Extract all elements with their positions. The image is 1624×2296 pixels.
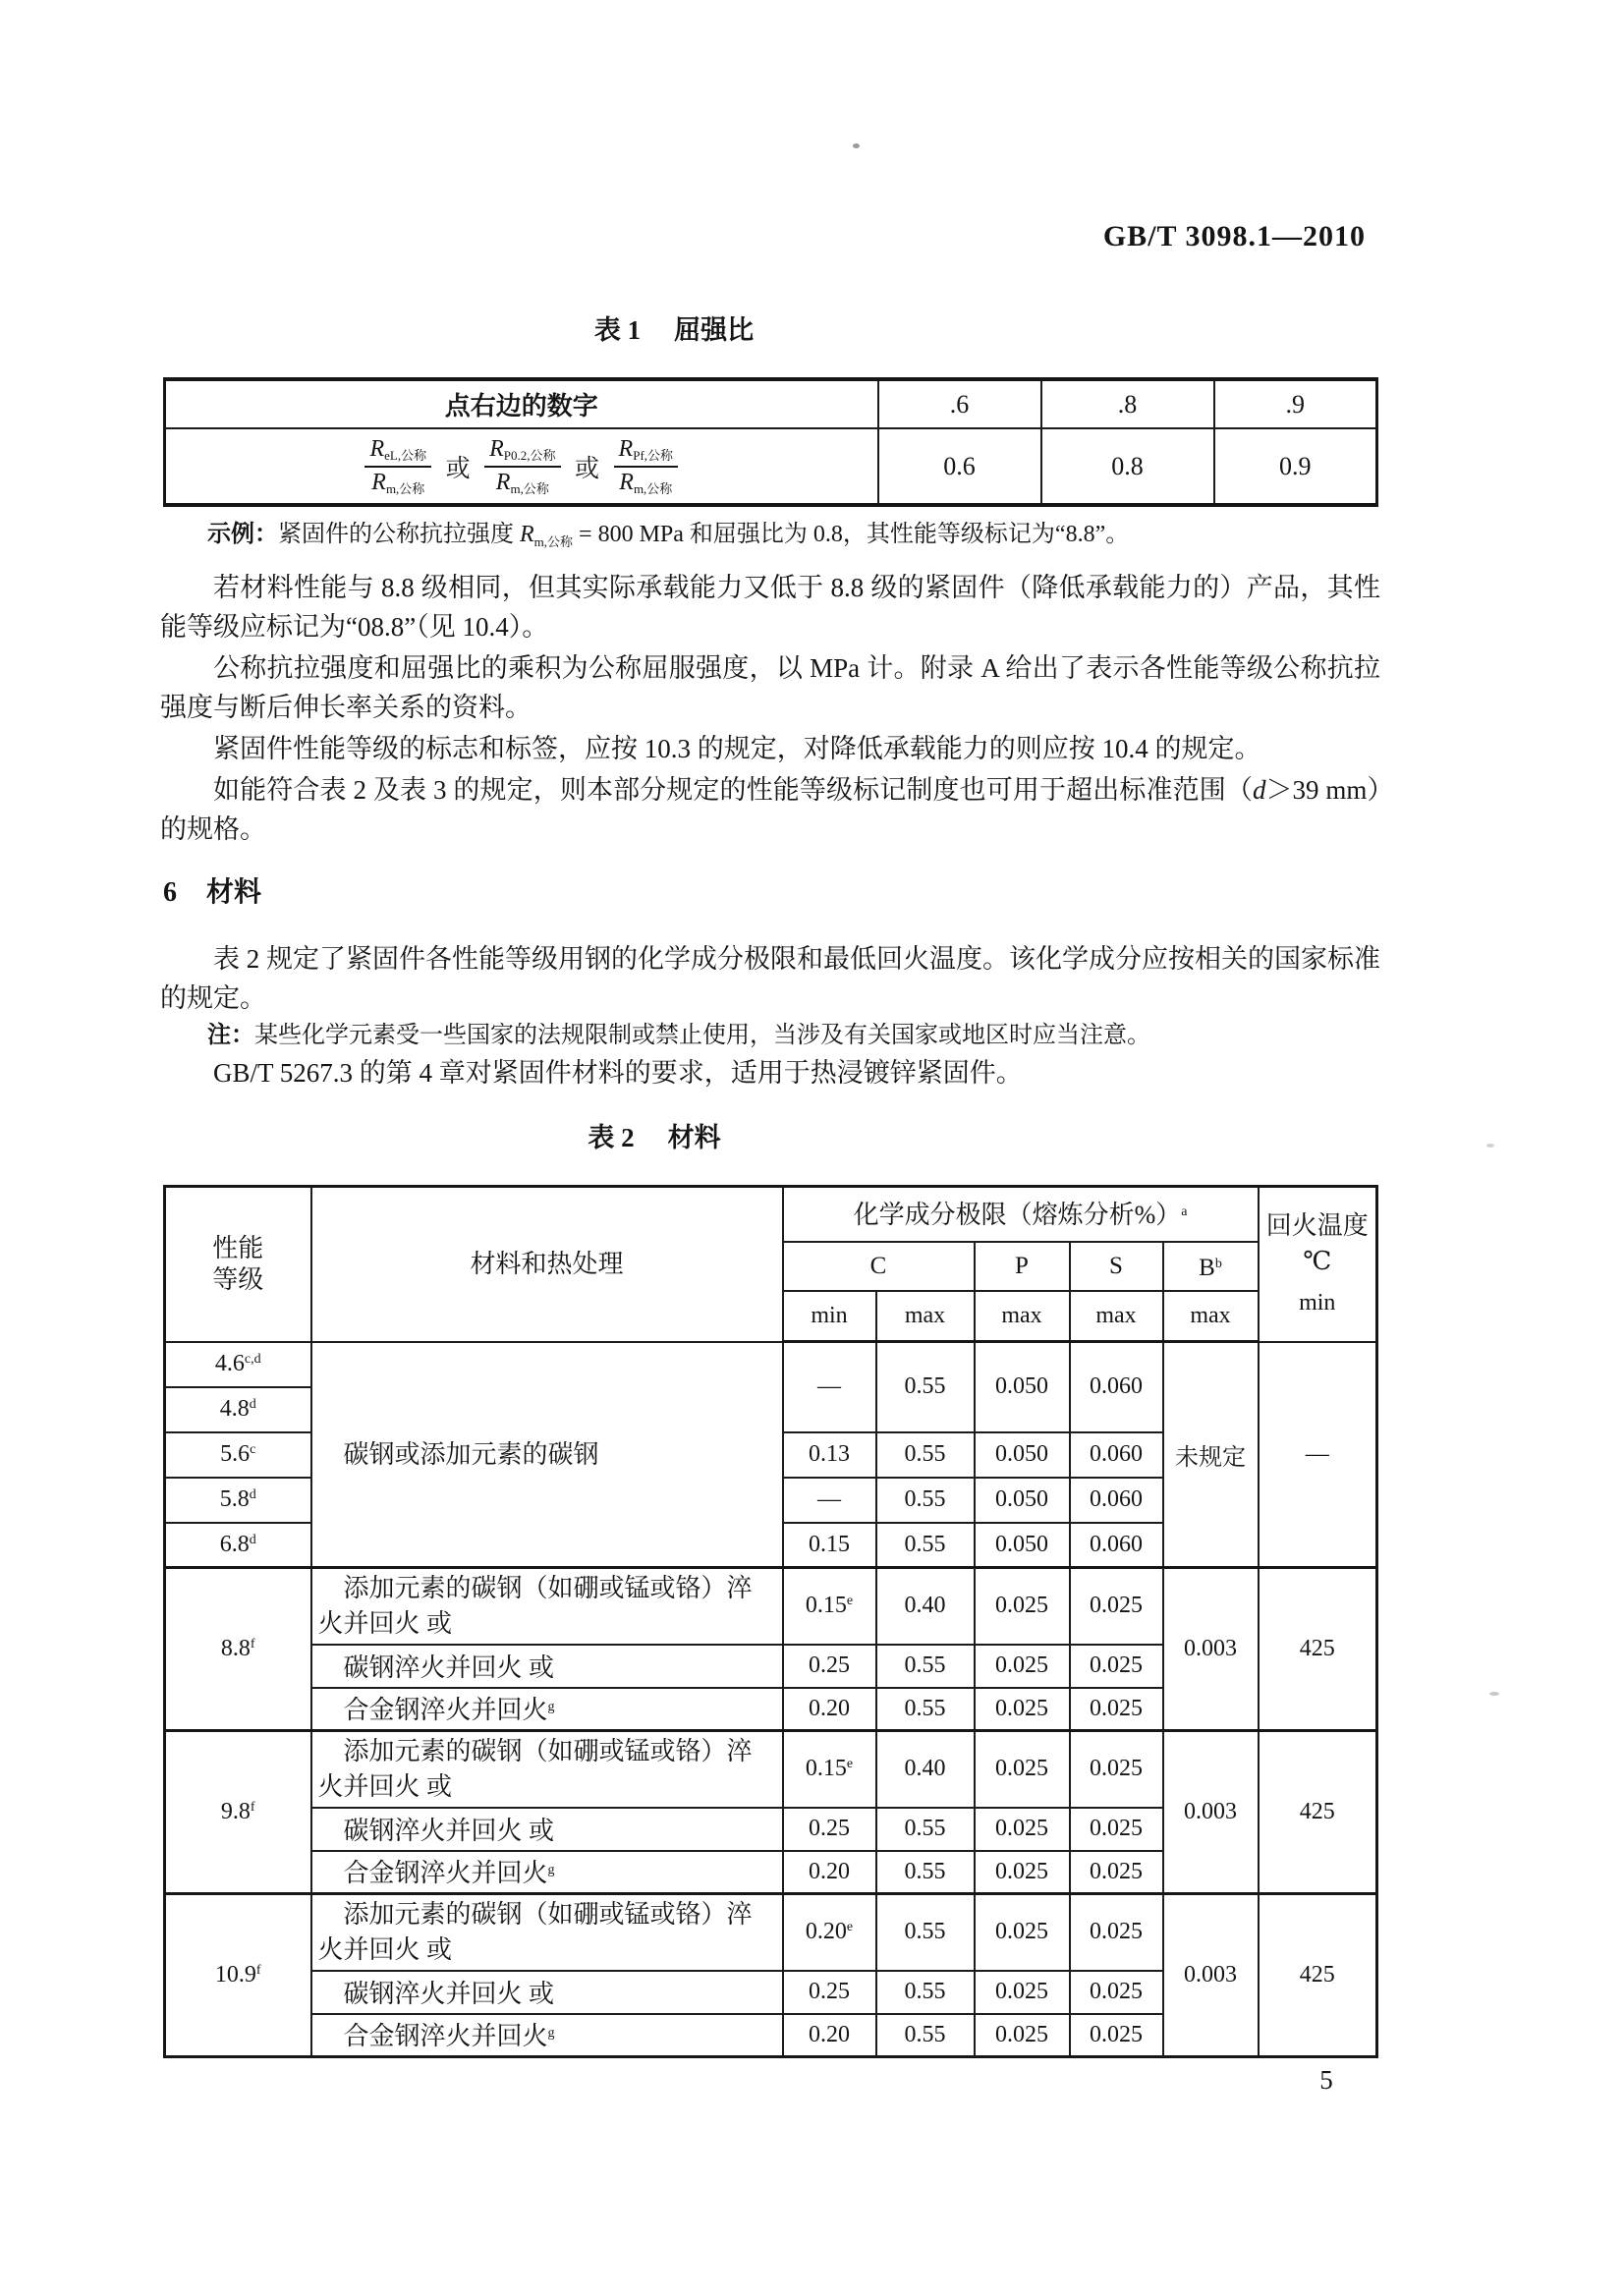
note-paragraph [160,1018,1380,1053]
material-cell [311,1971,783,2014]
fraction-denominator [364,468,431,499]
class-label: 10.9 [214,1962,256,1988]
table-header-row [165,1187,1377,1242]
subheader-max: max [975,1291,1070,1342]
boron-cell: 0.003 [1163,1894,1259,2057]
material-cell [311,2014,783,2057]
chem-cell [783,1894,876,1971]
boron-cell: 0.003 [1163,1731,1259,1894]
symbol-R: R [618,435,634,462]
example-text: 紧固件的公称抗拉强度 [278,522,520,547]
value: 0.20 [809,2021,850,2047]
material-cell [311,1851,783,1894]
table2-title [163,1116,1146,1154]
col-header-performance-class [165,1187,311,1342]
chem-cell [783,1731,876,1808]
class-cell-6-8 [165,1523,311,1568]
value: 0.15 [805,1756,847,1782]
chem-cell: 0.025 [1070,2014,1163,2057]
chem-cell: 0.55 [876,1432,975,1478]
temper-cell: 425 [1259,1894,1377,2057]
material-text: 添加元素的碳钢（如硼或锰或铬）淬火并回火 或 [317,1900,753,1965]
chem-cell: 0.55 [876,1808,975,1851]
subheader-max: max [876,1291,975,1342]
value: 0.25 [809,1979,850,2004]
material-cell: 碳钢或添加元素的碳钢 [311,1342,783,1568]
footnote-marker: e [846,1920,854,1935]
footnote-marker: g [547,1863,555,1878]
footnote-marker: g [547,2026,555,2042]
value: 0.15 [805,1593,847,1619]
symbol-subscript: eL,公称 [384,447,427,463]
table1-title-text: 屈强比 [674,315,755,345]
footnote-marker: b [1214,1256,1222,1271]
symbol-d: d [1253,775,1266,805]
stress-ratio-fraction [484,434,560,499]
paragraph: 紧固件性能等级的标志和标签，应按 10.3 的规定，对降低承载能力的则应按 10.4 的规定。 [213,734,1261,763]
chem-cell [783,1568,876,1645]
col-header-sulfur: S [1070,1242,1163,1291]
material-text: 碳钢淬火并回火 或 [343,1652,555,1682]
chem-cell: 0.025 [1070,1688,1163,1731]
chem-cell: 0.050 [975,1478,1070,1523]
chem-header-text: 化学成分极限（熔炼分析%） [853,1201,1182,1230]
table-row [165,428,1377,505]
symbol-R: R [369,435,385,462]
footnote-marker: g [547,1700,555,1715]
symbol-subscript: m,公称 [533,534,574,549]
class-label: 9.8 [220,1799,251,1824]
table-row [165,1894,1377,1971]
chem-cell: 0.55 [876,2014,975,2057]
chem-cell: 0.060 [1070,1432,1163,1478]
ratio-value-cell: 0.9 [1214,428,1377,505]
symbol-R: R [371,469,386,495]
section-heading-materials [163,870,261,910]
table2-title-number: 表 2 [588,1123,635,1152]
chem-cell: 0.55 [876,1851,975,1894]
scan-speck [1486,1144,1494,1148]
fraction-denominator [614,468,678,499]
material-text: 合金钢淬火并回火 [343,2022,548,2051]
chem-cell: 0.55 [876,1523,975,1568]
body-text-block [160,517,1380,849]
header-line: 等级 [212,1264,264,1294]
symbol-R: R [489,435,504,462]
paragraph [160,770,1380,849]
subheader-max: max [1070,1291,1163,1342]
chem-cell: 0.025 [975,2014,1070,2057]
header-line: min [1299,1289,1336,1316]
footnote-marker: d [249,1487,256,1502]
chem-cell [783,1971,876,2014]
temper-cell: 425 [1259,1568,1377,1731]
footnote-marker: f [250,1637,255,1652]
chem-cell: 0.55 [876,1645,975,1688]
material-text: 碳钢淬火并回火 或 [343,1979,555,2008]
example-label: 示例： [207,522,278,547]
subheader-max: max [1163,1291,1259,1342]
footnote-marker: c,d [244,1352,261,1367]
col-header-tempering-temperature [1259,1187,1377,1342]
chem-cell [783,2014,876,2057]
material-text: 添加元素的碳钢（如硼或锰或铬）淬火并回火 或 [317,1574,753,1639]
chem-cell: 0.025 [1070,1645,1163,1688]
material-cell [311,1688,783,1731]
symbol-R: R [520,522,534,547]
col-header-material-heat-treatment: 材料和热处理 [311,1187,783,1342]
material-text: 合金钢淬火并回火 [343,1859,548,1888]
chem-cell: 0.55 [876,1971,975,2014]
note-label: 注： [207,1023,254,1048]
chem-cell: 0.060 [1070,1342,1163,1432]
chem-cell: 0.025 [975,1568,1070,1645]
chem-cell: 0.025 [975,1688,1070,1731]
chem-cell: 0.40 [876,1568,975,1645]
chem-cell: 0.025 [975,1971,1070,2014]
fraction-numerator [484,434,560,468]
paragraph: 若材料性能与 8.8 级相同，但其实际承载能力又低于 8.8 级的紧固件（降低承载能力的）产品，其性能等级应标记为“08.8”（见 10.4）。 [160,573,1380,642]
symbol-R: R [495,469,511,495]
footnote-marker: d [249,1397,256,1412]
yield-ratio-table [163,377,1378,507]
example-text: = 800 MPa 和屈强比为 0.8，其性能等级标记为“8.8”。 [573,522,1130,547]
table-row [165,1568,1377,1645]
ratio-header-cell: .6 [878,379,1041,428]
material-text: 碳钢淬火并回火 或 [343,1816,555,1845]
chem-cell: 0.025 [1070,1808,1163,1851]
subheader-min: min [783,1291,876,1342]
footnote-marker: f [255,1963,261,1978]
stress-ratio-fraction [364,434,431,499]
material-text: 添加元素的碳钢（如硼或锰或铬）淬火并回火 或 [317,1737,753,1802]
class-label: 5.8 [219,1486,250,1512]
materials-table [163,1185,1378,2058]
paragraph-text: 如能符合表 2 及表 3 的规定，则本部分规定的性能等级标记制度也可用于超出标准范围（ [213,775,1253,805]
chem-cell: 0.025 [1070,1568,1163,1645]
symbol-subscript: m,公称 [385,480,425,496]
boron-cell: 0.003 [1163,1568,1259,1731]
digits-right-of-point-label: 点右边的数字 [165,379,878,428]
material-cell [311,1808,783,1851]
table-row [165,379,1377,428]
document-code-header: GB/T 3098.1—2010 [1102,220,1366,252]
class-label: 6.8 [219,1531,250,1557]
footnote-marker: e [846,1594,854,1609]
boron-symbol: B [1199,1254,1215,1281]
ratio-value-cell: 0.6 [878,428,1041,505]
symbol-subscript: m,公称 [510,480,549,496]
section-title: 材料 [206,877,262,908]
class-cell-9-8 [165,1731,311,1894]
chem-cell: 0.15 [783,1523,876,1568]
material-text: 合金钢淬火并回火 [343,1696,548,1725]
footnote-marker: a [1181,1204,1188,1220]
symbol-subscript: m,公称 [633,480,673,496]
chem-cell: 0.025 [975,1731,1070,1808]
table1-title [163,308,1185,347]
scan-speck [853,143,860,148]
class-label: 5.6 [220,1441,251,1467]
class-cell-4-6 [165,1342,311,1387]
ratio-value-cell: 0.8 [1041,428,1214,505]
chem-cell: 0.55 [876,1688,975,1731]
header-line: 回火温度 [1265,1210,1369,1240]
chem-cell: 0.025 [975,1645,1070,1688]
value: 0.25 [809,1816,850,1841]
col-header-boron [1163,1242,1259,1291]
chem-cell: 0.40 [876,1731,975,1808]
chem-cell: 0.025 [1070,1971,1163,2014]
chem-cell: 0.025 [975,1851,1070,1894]
footnote-marker: e [846,1757,854,1772]
value: 0.20 [805,1919,847,1945]
class-cell-4-8 [165,1387,311,1432]
chem-cell: 0.025 [975,1894,1070,1971]
table1-title-number: 表 1 [593,315,642,345]
table2-title-text: 材料 [667,1123,721,1152]
header-line: 性能 [212,1233,264,1262]
chem-cell: 0.050 [975,1342,1070,1432]
footnote-marker: c [250,1442,256,1457]
chem-cell: 0.060 [1070,1523,1163,1568]
value: 0.20 [809,1858,850,1884]
stress-ratio-fraction [614,434,678,499]
material-cell [311,1568,783,1645]
chem-cell: 0.060 [1070,1478,1163,1523]
symbol-subscript: P0.2,公称 [503,447,556,463]
body-text-block [160,939,1380,1092]
chem-cell [783,1808,876,1851]
fraction-denominator [484,468,560,499]
paragraph: GB/T 5267.3 的第 4 章对紧固件材料的要求，适用于热浸镀锌紧固件。 [213,1058,1023,1088]
table-row [165,1342,1377,1387]
chem-cell: 0.025 [1070,1894,1163,1971]
section-number: 6 [163,877,177,908]
col-header-chemical-limits [783,1187,1259,1242]
example-paragraph [160,517,1380,560]
chem-cell: 0.55 [876,1342,975,1432]
class-cell-5-8 [165,1478,311,1523]
col-header-carbon: C [783,1242,975,1291]
value: 0.20 [809,1695,850,1721]
chem-cell: 0.55 [876,1478,975,1523]
material-cell [311,1645,783,1688]
note-text: 某些化学元素受一些国家的法规限制或禁止使用，当涉及有关国家或地区时应当注意。 [254,1023,1150,1048]
paragraph: 公称抗拉强度和屈强比的乘积为公称屈服强度，以 MPa 计。附录 A 给出了表示各性能等级公称抗拉强度与断后伸长率关系的资料。 [160,653,1380,722]
or-word: 或 [445,455,471,482]
class-label: 4.8 [219,1396,250,1422]
page-number: 5 [1319,2065,1333,2095]
chem-cell: 0.13 [783,1432,876,1478]
chem-cell: 0.55 [876,1894,975,1971]
scan-speck [1489,1692,1499,1696]
chem-cell: 0.050 [975,1523,1070,1568]
chem-cell: 0.025 [1070,1851,1163,1894]
class-cell-8-8 [165,1568,311,1731]
ratio-formula-cell [165,428,878,505]
celsius-symbol: ℃ [1303,1246,1332,1275]
footnote-marker: d [249,1532,256,1547]
chem-cell [783,1645,876,1688]
paragraph: 表 2 规定了紧固件各性能等级用钢的化学成分极限和最低回火温度。该化学成分应按相关的国家标准的规定。 [160,944,1380,1013]
table-row [165,1731,1377,1808]
class-label: 8.8 [220,1636,251,1661]
chem-cell: — [783,1478,876,1523]
class-label: 4.6 [214,1351,245,1376]
material-cell [311,1894,783,1971]
fraction-numerator [614,434,678,468]
paragraph-text: ＞39 mm）的规格。 [160,775,1380,844]
temper-cell: — [1259,1342,1377,1568]
chem-cell: 0.025 [975,1808,1070,1851]
or-word: 或 [575,455,600,482]
chem-cell: 0.050 [975,1432,1070,1478]
ratio-header-cell: .8 [1041,379,1214,428]
chem-cell: 0.025 [1070,1731,1163,1808]
class-cell-5-6 [165,1432,311,1478]
boron-cell: 未规定 [1163,1342,1259,1568]
symbol-R: R [619,469,634,495]
chem-cell: — [783,1342,876,1432]
chem-cell [783,1851,876,1894]
material-cell [311,1731,783,1808]
chem-cell [783,1688,876,1731]
class-cell-10-9 [165,1894,311,2057]
col-header-phosphorus: P [975,1242,1070,1291]
temper-cell: 425 [1259,1731,1377,1894]
ratio-header-cell: .9 [1214,379,1377,428]
footnote-marker: f [250,1800,255,1815]
symbol-subscript: Pf,公称 [633,447,674,463]
fraction-numerator [364,434,431,468]
value: 0.25 [809,1652,850,1678]
